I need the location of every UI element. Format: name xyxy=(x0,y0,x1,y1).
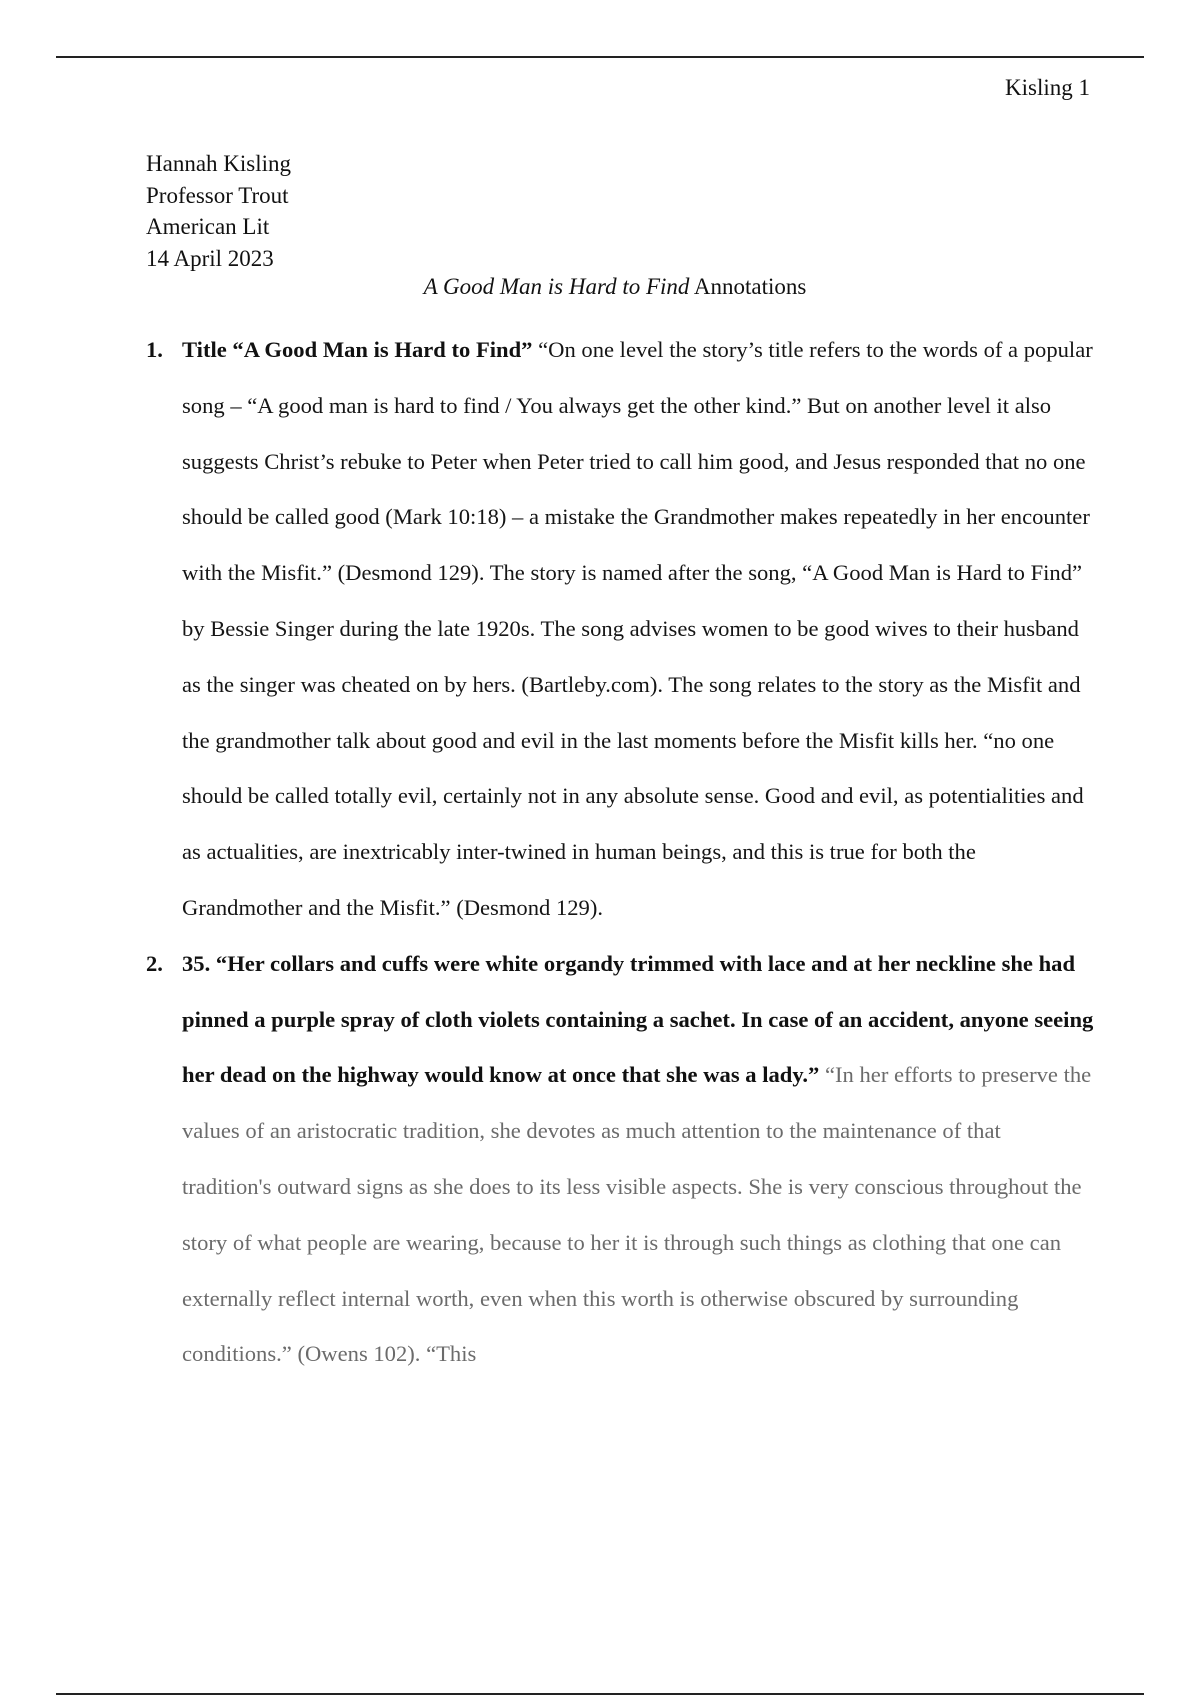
date: 14 April 2023 xyxy=(146,245,274,271)
top-rule xyxy=(56,56,1144,58)
author-name: Hannah Kisling xyxy=(146,151,292,176)
document-title-suffix: Annotations xyxy=(689,274,807,299)
annotation-list xyxy=(146,322,1094,1382)
annotation-number: 2. xyxy=(146,950,163,976)
annotation-item xyxy=(146,936,1094,1382)
document-title xyxy=(0,272,1200,302)
mla-heading xyxy=(146,148,291,274)
annotation-number: 1. xyxy=(146,337,163,362)
annotation-lead: 35. “Her collars and cuffs were white organdy trimmed with lace and at her neckline she had pinned a purple spray of cloth violets containing a sachet. In case of an accident, anyone seeing her dead on the highway would know at once that she was a lady.” xyxy=(182,950,1094,1088)
annotation-body: “In her efforts to preserve the values of an aristocratic tradition, she devotes as much attention to the maintenance of that tradition's outward signs as she does to its less visible aspects. She is very conscious throughout the story of what people are wearing, because to her it is through such things as clothing that one can externally reflect internal worth, even when this worth is otherwise obscured by surrounding conditions.” (Owens 102). “This xyxy=(182,1062,1092,1367)
bottom-rule xyxy=(56,1693,1144,1695)
annotation-lead: Title “A Good Man is Hard to Find” xyxy=(182,337,533,362)
course-name: American Lit xyxy=(146,214,270,239)
document-title-italic: A Good Man is Hard to Find xyxy=(423,274,690,299)
page-number: Kisling 1 xyxy=(1005,75,1090,100)
instructor-name: Professor Trout xyxy=(146,182,289,208)
annotation-item xyxy=(146,322,1094,936)
annotation-body: “On one level the story’s title refers to the words of a popular song – “A good man is hard to find / You always get the other kind.” But on another level it also suggests Christ’s rebuke to Peter when Peter tried to call him good, and Jesus responded that no one should be called good (Mark 10:18) – a mistake the Grandmother makes repeatedly in her encounter with the Misfit.” (Desmond 129). The story is named after the song, “A Good Man is Hard to Find” by Bessie Singer during the late 1920s. The song advises women to be good wives to their husband as the singer was cheated on by hers. (Bartleby.com). The song relates to the story as the Misfit and the grandmother talk about good and evil in the last moments before the Misfit kills her. “no one should be called totally evil, certainly not in any absolute sense. Good and evil, as potentialities and as actualities, are inextricably inter-twined in human beings, and this is true for both the Grandmother and the Misfit.” (Desmond 129). xyxy=(182,337,1093,920)
